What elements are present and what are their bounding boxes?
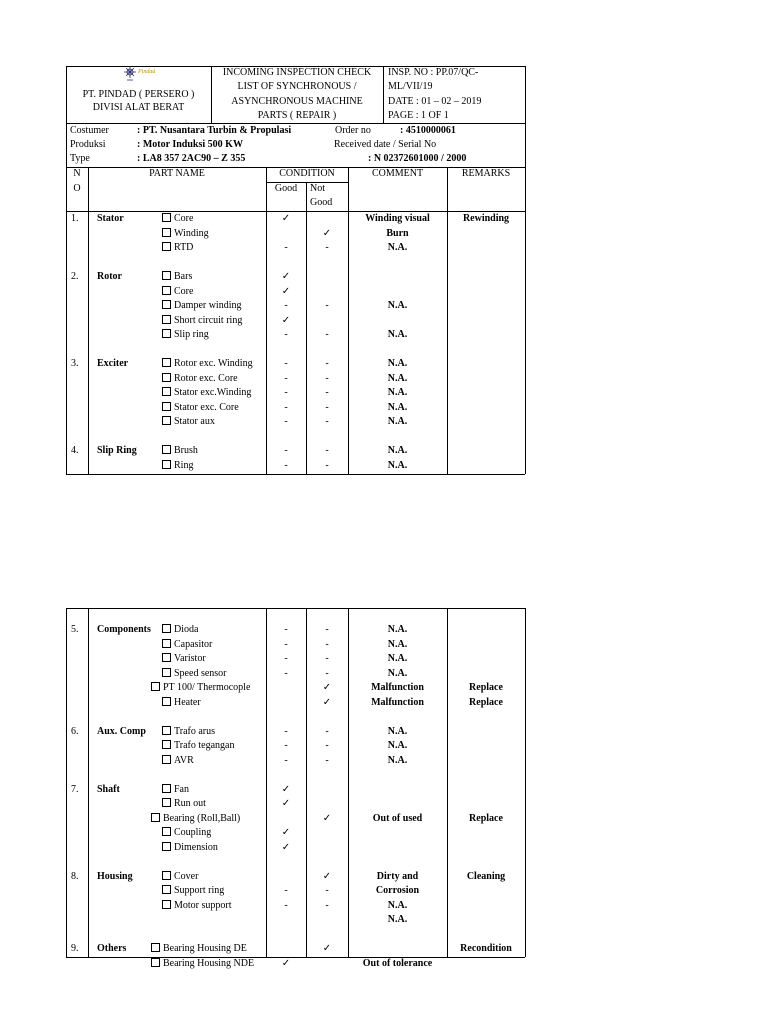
checklist-item-label: Cover <box>174 870 199 882</box>
produksi-value: : Motor Induksi 500 KW <box>137 139 243 150</box>
not-good-dash: - <box>325 387 329 398</box>
section-name: Shaft <box>97 783 120 795</box>
checklist-item <box>151 943 247 955</box>
good-dash: - <box>284 653 288 664</box>
comment-text: Out of used <box>372 812 423 824</box>
checkbox-icon[interactable] <box>162 784 171 793</box>
comment-text: N.A. <box>387 624 408 635</box>
checkbox-icon[interactable] <box>162 358 171 367</box>
checklist-item-label: Speed sensor <box>174 667 227 679</box>
checklist-item <box>162 668 227 680</box>
col-header-good: Good <box>274 183 298 194</box>
checkbox-icon[interactable] <box>162 213 171 222</box>
table2-border-right <box>525 608 526 957</box>
checklist-item-label: Brush <box>174 445 198 456</box>
checkbox-icon[interactable] <box>162 697 171 706</box>
form-title-line-3: ASYNCHRONOUS MACHINE <box>231 96 363 107</box>
col-header-no-cont: O <box>73 183 81 194</box>
checklist-item <box>162 213 193 225</box>
comment-text: Burn <box>386 227 409 239</box>
checkbox-icon[interactable] <box>151 813 160 822</box>
checkbox-icon[interactable] <box>162 624 171 633</box>
not-good-check-mark: ✓ <box>322 812 332 824</box>
section-number: 3. <box>71 358 79 369</box>
checklist-item <box>162 242 193 254</box>
comment-text: Out of tolerance <box>362 957 433 969</box>
checklist-item-label: AVR <box>174 754 194 766</box>
checklist-item <box>151 958 254 970</box>
remark-text: Replace <box>469 812 503 824</box>
checkbox-icon[interactable] <box>162 242 171 251</box>
serial-no-value: : N 02372601000 / 2000 <box>368 153 467 164</box>
not-good-dash: - <box>325 899 329 911</box>
not-good-check-mark: ✓ <box>322 227 332 239</box>
order-no-value: : 4510000061 <box>400 125 456 136</box>
remark-text: Recondition <box>460 943 512 954</box>
checklist-item <box>162 871 198 883</box>
checklist-item-label: Dimension <box>174 841 218 853</box>
comment-text: N.A. <box>387 358 408 369</box>
checklist-item <box>162 726 215 738</box>
section-name: Stator <box>97 213 124 224</box>
checklist-item <box>162 653 206 665</box>
checklist-item <box>162 755 194 767</box>
form-title-line-1: INCOMING INSPECTION CHECK <box>222 67 372 78</box>
not-good-dash: - <box>325 667 329 679</box>
section-number: 5. <box>71 624 79 635</box>
checkbox-icon[interactable] <box>162 402 171 411</box>
comment-text: Malfunction <box>371 682 424 693</box>
checklist-item <box>162 228 209 240</box>
checkbox-icon[interactable] <box>162 300 171 309</box>
costumer-label: Costumer <box>70 125 109 136</box>
good-dash: - <box>284 740 288 751</box>
col-header-condition: CONDITION <box>279 168 335 179</box>
checklist-item <box>162 387 251 399</box>
checklist-item <box>162 798 206 810</box>
order-no-label: Order no <box>335 125 371 136</box>
table2-col-line-remarks <box>447 608 448 957</box>
good-check-mark: ✓ <box>281 957 291 969</box>
checklist-item <box>151 813 240 825</box>
checkbox-icon[interactable] <box>162 286 171 295</box>
checklist-item-label: Coupling <box>174 827 212 838</box>
checklist-item <box>162 842 218 854</box>
not-good-dash: - <box>325 459 329 471</box>
checkbox-icon[interactable] <box>162 755 171 764</box>
checklist-item-label: Varistor <box>174 653 206 664</box>
good-check-mark: ✓ <box>281 285 291 297</box>
checklist-item <box>162 460 193 472</box>
checklist-item-label: PT 100/ Thermocople <box>163 682 251 693</box>
checklist-item <box>162 740 234 752</box>
type-value: : LA8 357 2AC90 – Z 355 <box>137 153 246 164</box>
checkbox-icon[interactable] <box>162 798 171 807</box>
insp-no: INSP. NO : PP.07/QC- <box>388 67 479 78</box>
remark-text: Replace <box>469 696 503 708</box>
checklist-item-label: Trafo tegangan <box>174 740 235 751</box>
checklist-item <box>162 900 232 912</box>
col-line-no <box>88 167 89 474</box>
checklist-item-label: Dioda <box>174 624 199 635</box>
checkbox-icon[interactable] <box>162 315 171 324</box>
good-check-mark: ✓ <box>281 314 291 326</box>
good-dash: - <box>284 754 288 766</box>
checklist-item-label: Rotor exc. Core <box>174 372 238 384</box>
remark-text: Replace <box>469 682 503 693</box>
checkbox-icon[interactable] <box>162 740 171 749</box>
comment-text: Winding visual <box>365 213 430 224</box>
produksi-label: Produksi <box>70 139 106 150</box>
checkbox-icon[interactable] <box>162 842 171 851</box>
col-header-part-name: PART NAME <box>149 168 205 179</box>
table2-border-top <box>66 608 525 609</box>
checklist-item-label: Bearing Housing NDE <box>163 957 255 969</box>
section-name: Aux. Comp <box>97 725 146 737</box>
checklist-item <box>162 373 238 385</box>
good-check-mark: ✓ <box>281 213 291 224</box>
good-dash: - <box>284 459 288 471</box>
checklist-item-label: Winding <box>174 227 209 239</box>
checkbox-icon[interactable] <box>162 639 171 648</box>
comment-text: N.A. <box>387 740 408 751</box>
checkbox-icon[interactable] <box>162 900 171 909</box>
not-good-dash: - <box>325 416 329 427</box>
section-number: 6. <box>71 725 79 737</box>
section-number: 4. <box>71 445 79 456</box>
good-dash: - <box>284 329 288 340</box>
checkbox-icon[interactable] <box>151 958 160 967</box>
checklist-item <box>162 639 212 651</box>
table2-col-line-no <box>88 608 89 957</box>
checklist-item <box>162 300 242 312</box>
checkbox-icon[interactable] <box>162 653 171 662</box>
good-check-mark: ✓ <box>281 827 291 838</box>
checklist-item-label: Fan <box>174 783 189 795</box>
comment-text: N.A. <box>387 401 408 413</box>
checkbox-icon[interactable] <box>162 387 171 396</box>
not-good-dash: - <box>325 372 329 384</box>
section-number: 9. <box>71 943 79 954</box>
comment-text: N.A. <box>387 754 408 766</box>
section-name: Exciter <box>97 358 129 369</box>
company-division: DIVISI ALAT BERAT <box>92 102 185 113</box>
form-date: DATE : 01 – 02 – 2019 <box>388 96 482 107</box>
checkbox-icon[interactable] <box>162 668 171 677</box>
checklist-item-label: Motor support <box>174 899 232 911</box>
logo-text: Pindad <box>138 69 155 75</box>
checklist-item-label: Bearing (Roll,Ball) <box>163 812 241 824</box>
checkbox-icon[interactable] <box>151 682 160 691</box>
good-dash: - <box>284 242 288 253</box>
not-good-check-mark: ✓ <box>322 943 332 954</box>
comment-text: N.A. <box>387 329 408 340</box>
good-check-mark: ✓ <box>281 798 291 809</box>
col-header-comment: COMMENT <box>371 168 424 179</box>
table-border-bottom <box>66 474 525 475</box>
not-good-dash: - <box>325 653 329 664</box>
form-title-line-2: LIST OF SYNCHRONOUS / <box>237 81 357 92</box>
comment-text: N.A. <box>387 445 408 456</box>
not-good-dash: - <box>325 401 329 413</box>
section-name: Slip Ring <box>97 445 137 456</box>
checklist-item-label: Support ring <box>174 885 225 896</box>
col-header-no: N <box>73 168 81 179</box>
not-good-dash: - <box>325 754 329 766</box>
not-good-dash: - <box>325 638 329 650</box>
not-good-dash: - <box>325 885 329 896</box>
page-count: PAGE : 1 OF 1 <box>388 110 449 121</box>
checklist-item-label: Core <box>174 285 194 297</box>
checklist-item <box>162 286 193 298</box>
checklist-item-label: Short circuit ring <box>174 314 243 326</box>
checklist-item <box>162 271 192 283</box>
good-check-mark: ✓ <box>281 271 291 282</box>
checklist-item <box>162 416 215 428</box>
not-good-check-mark: ✓ <box>322 696 332 708</box>
costumer-value: : PT. Nusantara Turbin & Propulasi <box>137 125 292 136</box>
good-dash: - <box>284 725 288 737</box>
column-header-bottom-line <box>66 211 525 212</box>
not-good-dash: - <box>325 445 329 456</box>
checklist-item <box>162 885 224 897</box>
checkbox-icon[interactable] <box>162 726 171 735</box>
good-dash: - <box>284 885 288 896</box>
good-dash: - <box>284 387 288 398</box>
checkbox-icon[interactable] <box>162 329 171 338</box>
checklist-item-label: Capasitor <box>174 638 213 650</box>
checklist-item <box>162 445 198 457</box>
checklist-item-label: RTD <box>174 242 194 253</box>
pindad-logo <box>119 64 155 86</box>
checklist-item-label: Damper winding <box>174 300 242 311</box>
col-header-remarks: REMARKS <box>461 168 511 179</box>
good-dash: - <box>284 358 288 369</box>
not-good-dash: - <box>325 242 329 253</box>
good-dash: - <box>284 624 288 635</box>
checkbox-icon[interactable] <box>162 373 171 382</box>
company-name: PT. PINDAD ( PERSERO ) <box>82 89 195 100</box>
not-good-check-mark: ✓ <box>322 682 332 693</box>
checklist-item <box>162 697 201 709</box>
col-line-notgood <box>306 182 307 474</box>
table-border-left <box>66 66 67 474</box>
checkbox-icon[interactable] <box>162 271 171 280</box>
comment-text: N.A. <box>387 300 408 311</box>
comment-text: Malfunction <box>371 696 424 708</box>
comment-text: N.A. <box>387 416 408 427</box>
checkbox-icon[interactable] <box>162 871 171 880</box>
checklist-item-label: Heater <box>174 696 201 708</box>
checklist-item <box>151 682 250 694</box>
checkbox-icon[interactable] <box>151 943 160 952</box>
section-number: 1. <box>71 213 79 224</box>
type-label: Type <box>70 153 90 164</box>
checklist-item <box>162 624 198 636</box>
checklist-item-label: Stator aux <box>174 416 215 427</box>
not-good-dash: - <box>325 300 329 311</box>
checklist-item-label: Bars <box>174 271 193 282</box>
comment-text: N.A. <box>387 638 408 650</box>
header-bottom-line <box>66 123 525 124</box>
checkbox-icon[interactable] <box>162 416 171 425</box>
not-good-dash: - <box>325 624 329 635</box>
section-name: Others <box>97 943 127 954</box>
comment-text: N.A. <box>387 667 408 679</box>
good-check-mark: ✓ <box>281 841 291 853</box>
good-dash: - <box>284 300 288 311</box>
header-divider-2 <box>383 66 384 123</box>
section-number: 7. <box>71 783 79 795</box>
checklist-item <box>162 358 253 370</box>
col-header-not-good-cont: Good <box>310 197 333 208</box>
comment-text: N.A. <box>387 653 408 664</box>
comment-text: N.A. <box>387 914 408 925</box>
checklist-item-label: Trafo arus <box>174 725 216 737</box>
comment-text: N.A. <box>387 899 408 911</box>
section-number: 8. <box>71 870 79 882</box>
comment-text: N.A. <box>387 459 408 471</box>
not-good-dash: - <box>325 740 329 751</box>
not-good-dash: - <box>325 725 329 737</box>
checklist-item-label: Rotor exc. Winding <box>174 358 253 369</box>
form-title-line-4: PARTS ( REPAIR ) <box>257 110 337 121</box>
section-number: 2. <box>71 271 79 282</box>
not-good-check-mark: ✓ <box>322 870 332 882</box>
checklist-item <box>162 329 209 341</box>
comment-text: N.A. <box>387 725 408 737</box>
checklist-item-label: Bearing Housing DE <box>163 943 247 954</box>
not-good-dash: - <box>325 358 329 369</box>
good-dash: - <box>284 638 288 650</box>
good-dash: - <box>284 899 288 911</box>
checklist-item-label: Slip ring <box>174 329 209 340</box>
checklist-item <box>162 784 189 796</box>
checklist-item-label: Ring <box>174 459 194 471</box>
section-name: Rotor <box>97 271 122 282</box>
insp-no-cont: ML/VII/19 <box>388 81 433 92</box>
checklist-item <box>162 315 242 327</box>
section-name: Components <box>97 624 151 635</box>
comment-text: N.A. <box>387 387 408 398</box>
remark-text: Cleaning <box>466 870 506 882</box>
checklist-item <box>162 827 211 839</box>
good-check-mark: ✓ <box>281 783 291 795</box>
section-name: Housing <box>97 870 133 882</box>
comment-text: N.A. <box>387 372 408 384</box>
good-dash: - <box>284 372 288 384</box>
checkbox-icon[interactable] <box>162 827 171 836</box>
remark-text: Rewinding <box>462 213 510 224</box>
good-dash: - <box>284 416 288 427</box>
checklist-item-label: Stator exc. Core <box>174 401 239 413</box>
checkbox-icon[interactable] <box>162 445 171 454</box>
checkbox-icon[interactable] <box>162 460 171 469</box>
comment-text: Corrosion <box>375 885 420 896</box>
not-good-dash: - <box>325 329 329 340</box>
checklist-item-label: Stator exc.Winding <box>174 387 252 398</box>
received-date-label: Received date / Serial No <box>334 139 437 150</box>
good-dash: - <box>284 445 288 456</box>
checkbox-icon[interactable] <box>162 885 171 894</box>
good-dash: - <box>284 401 288 413</box>
good-dash: - <box>284 667 288 679</box>
table-border-right <box>525 66 526 474</box>
checklist-item-label: Core <box>174 213 194 224</box>
comment-text: Dirty and <box>376 870 419 882</box>
col-header-not-good: Not <box>310 183 325 194</box>
checkbox-icon[interactable] <box>162 228 171 237</box>
comment-text: N.A. <box>387 242 408 253</box>
checklist-item <box>162 402 239 414</box>
checklist-item-label: Run out <box>174 798 206 809</box>
table2-border-left <box>66 608 67 957</box>
